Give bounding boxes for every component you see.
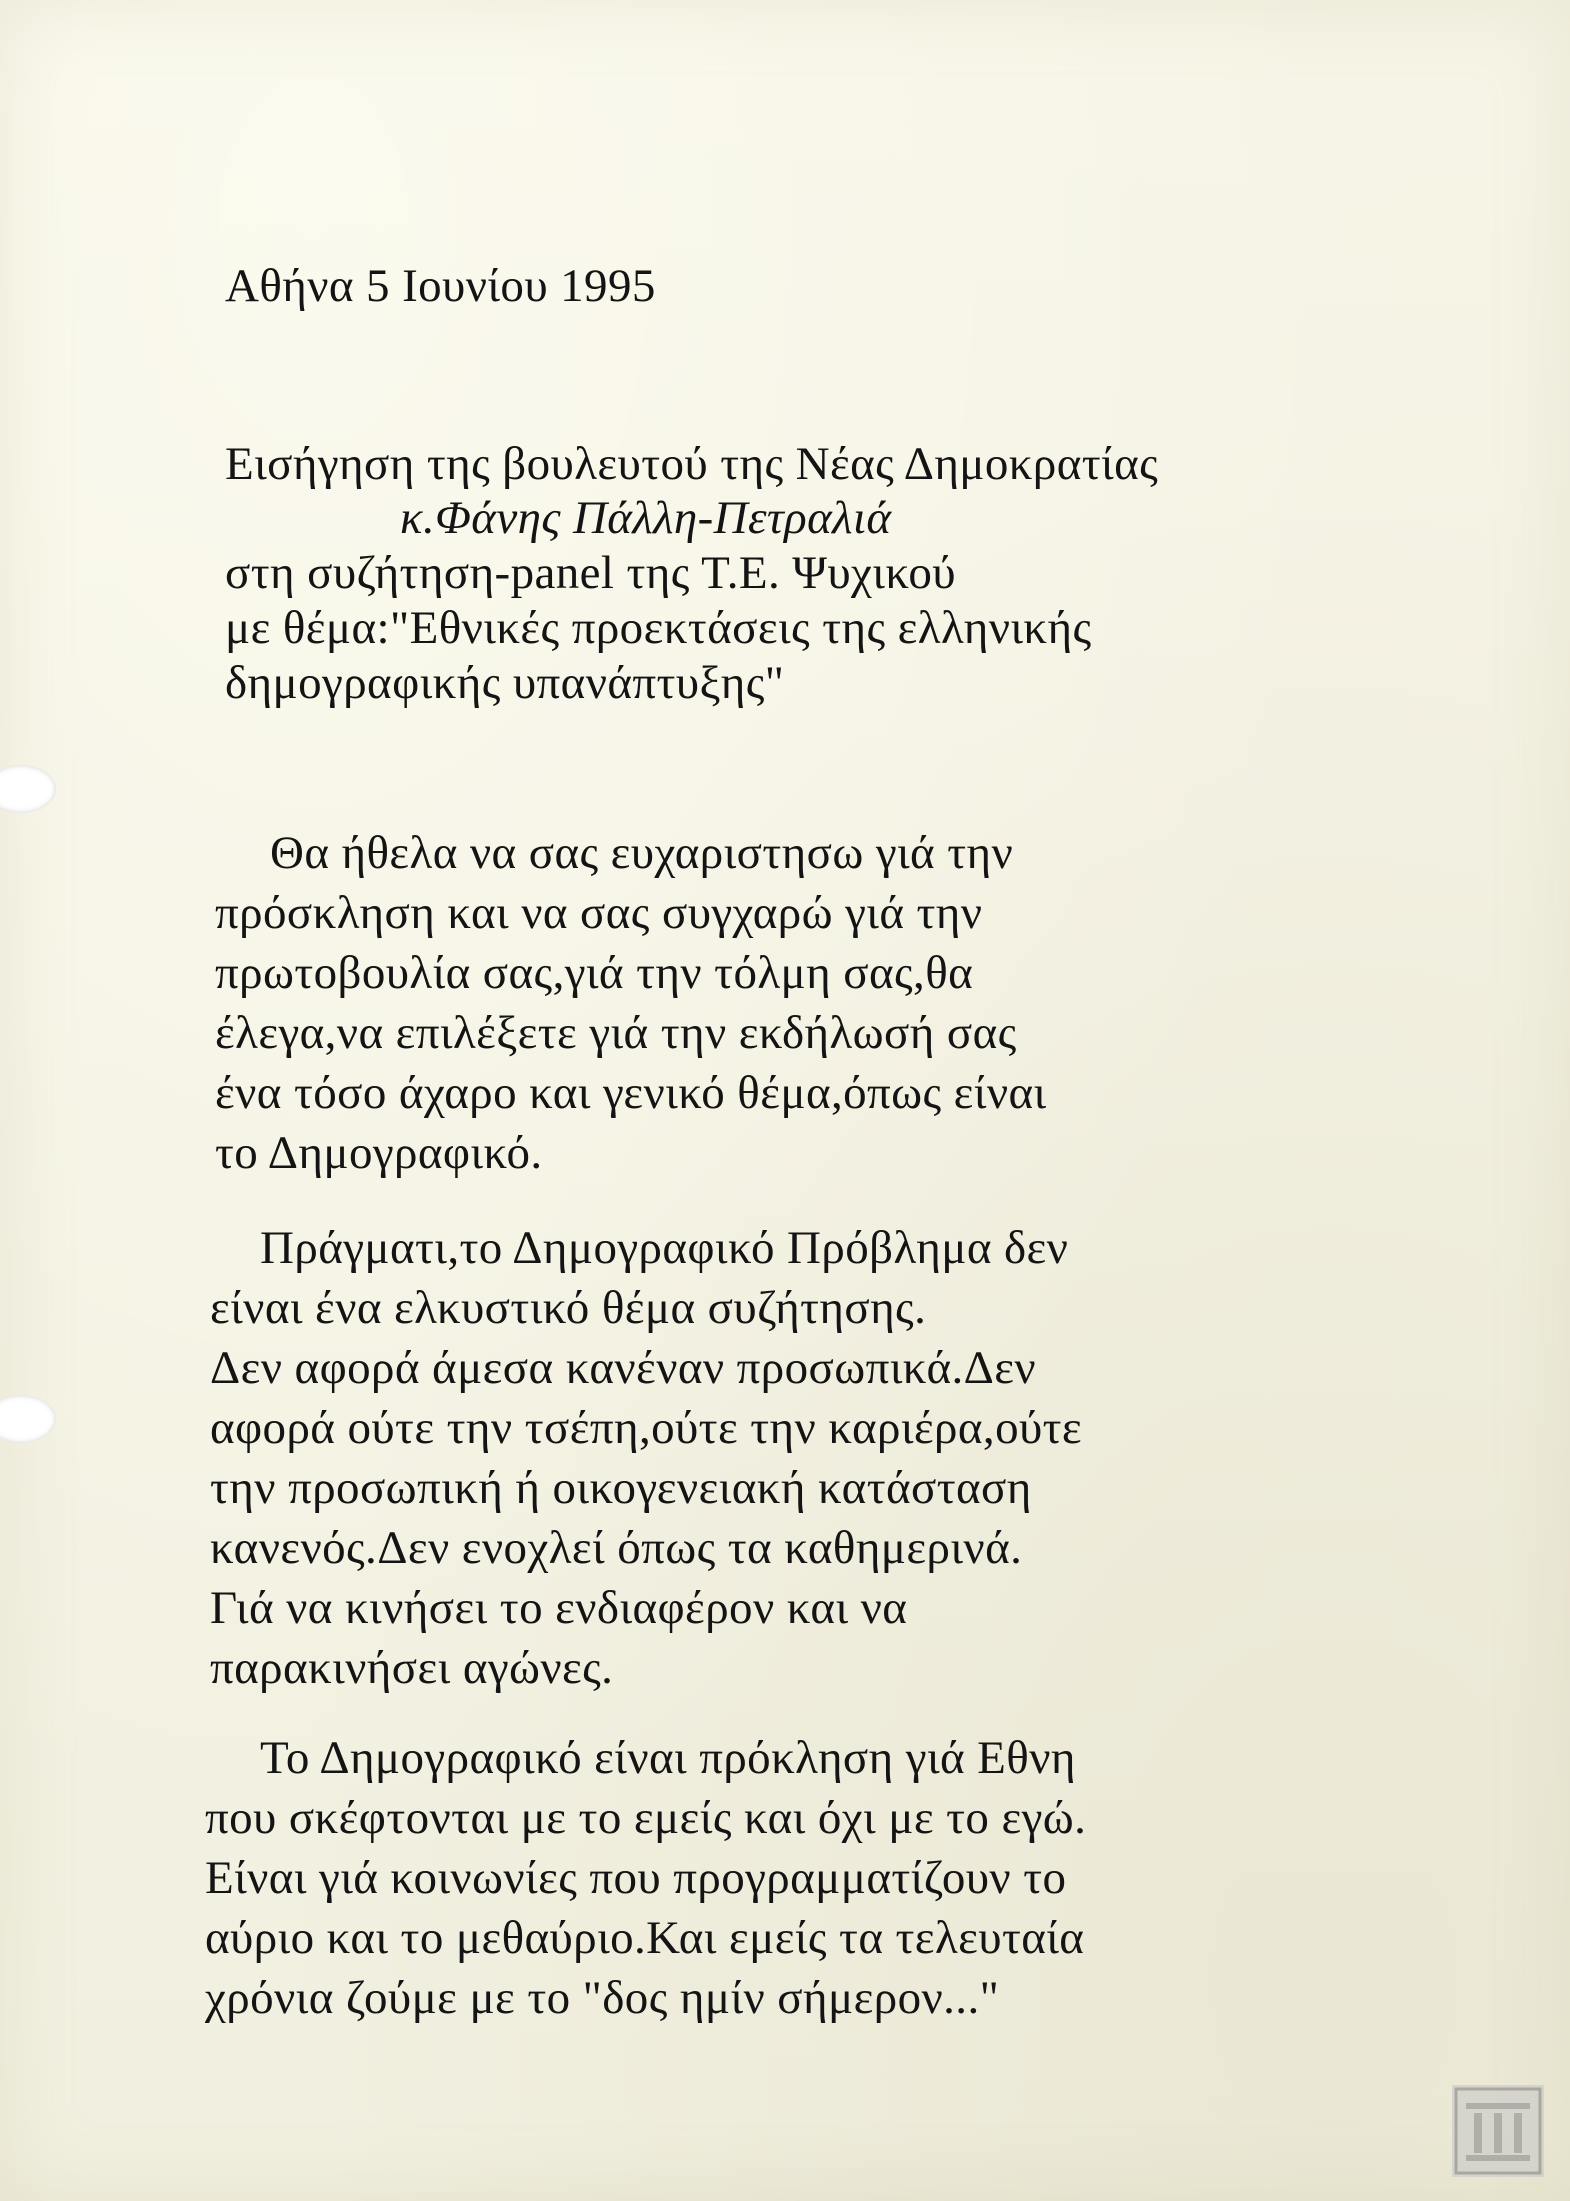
paragraph-line: αύριο και το μεθαύριο.Και εμείς τα τελευταία	[205, 1912, 1085, 1964]
paragraph-line: Δεν αφορά άμεσα κανέναν προσωπικά.Δεν	[210, 1342, 1037, 1394]
punch-hole	[0, 765, 56, 813]
paragraph-line: πρόσκληση και να σας συγχαρώ γιά την	[215, 887, 983, 939]
archive-stamp-icon	[1452, 2085, 1544, 2177]
paragraph-line: χρόνια ζούμε με το "δος ημίν σήμερον..."	[205, 1972, 1000, 2024]
paragraph-line: Πράγματι,το Δημογραφικό Πρόβλημα δεν	[260, 1222, 1069, 1274]
paragraph-line: την προσωπική ή οικογενειακή κατάσταση	[210, 1462, 1032, 1514]
paragraph-line: κανενός.Δεν ενοχλεί όπως τα καθημερινά.	[210, 1522, 1023, 1574]
paragraph-line: το Δημογραφικό.	[215, 1127, 543, 1179]
paragraph-line: ένα τόσο άχαρο και γενικό θέμα,όπως είναι	[215, 1067, 1047, 1119]
paragraph-line: παρακινήσει αγώνες.	[210, 1642, 614, 1694]
heading-line: με θέμα:"Εθνικές προεκτάσεις της ελληνικής	[225, 602, 1092, 654]
speaker-name: κ.Φάνης Πάλλη-Πετραλιά	[400, 492, 892, 544]
heading-line: στη συζήτηση-panel της Τ.Ε. Ψυχικού	[225, 547, 956, 599]
heading-line: δημογραφικής υπανάπτυξης"	[225, 657, 785, 709]
paragraph-line: Γιά να κινήσει το ενδιαφέρον και να	[210, 1582, 908, 1634]
paragraph-line: έλεγα,να επιλέξετε γιά την εκδήλωσή σας	[215, 1007, 1017, 1059]
paragraph-line: Το Δημογραφικό είναι πρόκληση γιά Εθνη	[260, 1732, 1076, 1784]
paragraph-line: αφορά ούτε την τσέπη,ούτε την καριέρα,ούτε	[210, 1402, 1083, 1454]
heading-line: Εισήγηση της βουλευτού της Νέας Δημοκρατίας	[225, 438, 1159, 490]
date-line: Αθήνα 5 Ιουνίου 1995	[225, 260, 656, 312]
paragraph-line: Θα ήθελα να σας ευχαριστησω γιά την	[270, 827, 1014, 879]
punch-hole	[0, 1395, 56, 1443]
paragraph-line: που σκέφτονται με το εμείς και όχι με το εγώ.	[205, 1792, 1087, 1844]
paragraph-line: πρωτοβουλία σας,γιά την τόλμη σας,θα	[215, 947, 974, 999]
paragraph-line: Είναι γιά κοινωνίες που προγραμματίζουν το	[205, 1852, 1067, 1904]
paragraph-line: είναι ένα ελκυστικό θέμα συζήτησης.	[210, 1282, 927, 1334]
